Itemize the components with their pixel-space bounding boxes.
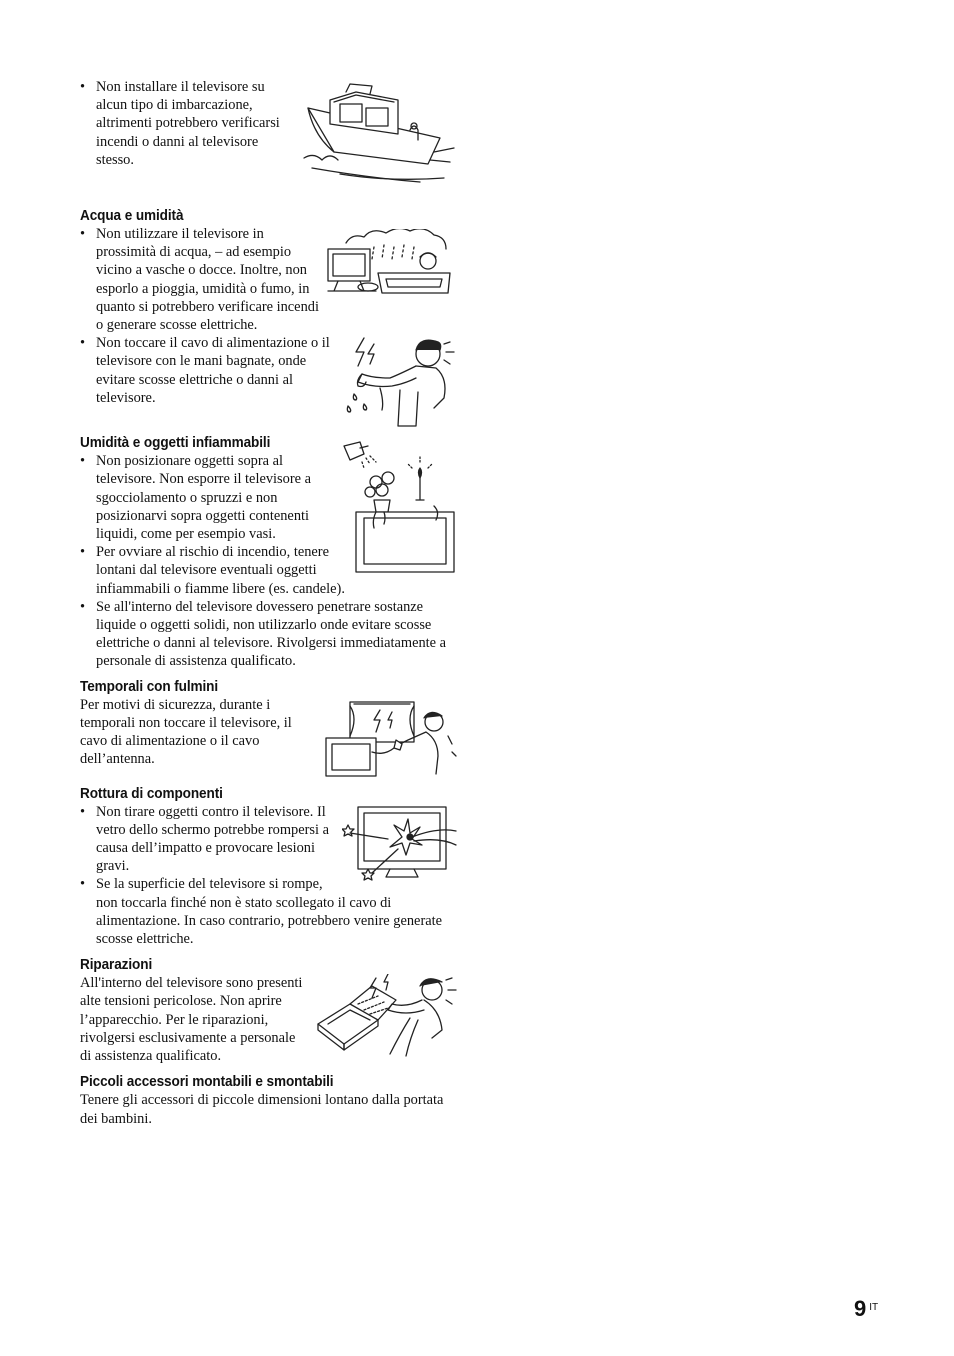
section-water (80, 207, 452, 430)
bullet-item: • Non toccare il cavo di alimentazione o il televisore con le mani bagnate, onde evitare scosse elettriche o danni al televisore. (80, 334, 452, 407)
section-heading: Acqua e umidità (80, 208, 184, 224)
section-heading: Umidità e oggetti infiammabili (80, 435, 271, 452)
section-heading: Temporali con fulmini (80, 678, 219, 695)
page-number (854, 1296, 878, 1322)
section-repairs (80, 956, 452, 1065)
page-content (80, 78, 452, 1128)
bullet-item: • Non utilizzare il televisore in prossimità di acqua, – ad esempio vicino a vasche o docce. Inoltre, non esporlo a pioggia, umidità o fumo, in quanto si potrebbero verificare incendi o generare scosse elettriche. (80, 225, 452, 334)
section-text: Per motivi di sicurezza, durante i temporali non toccare il televisore, il cavo di alimentazione o il cavo dell’antenna. (80, 696, 292, 768)
bullet-item: • Non tirare oggetti contro il televisore. Il vetro dello schermo potrebbe rompersi a causa dell’impatto e provocare lesioni gravi. (80, 803, 452, 876)
page-number-value: 9 (854, 1296, 867, 1321)
section-heading: Riparazioni (80, 957, 153, 974)
bullet-item: • Se la superficie del televisore si rompe, non toccarla finché non è stato scollegato il cavo di alimentazione. In caso contrario, potrebbero venire generate scosse elettriche. (80, 875, 452, 948)
section-boat (80, 78, 452, 188)
section-text: Tenere gli accessori di piccole dimensioni lontano dalla portata dei bambini. (80, 1092, 444, 1127)
bullet-item: • Non installare il televisore su alcun tipo di imbarcazione, altrimenti potrebbero verificarsi incendi o danni al televisore stesso. (80, 78, 452, 169)
section-breakage (80, 785, 452, 949)
section-heading: Piccoli accessori montabili e smontabili (80, 1074, 334, 1091)
bullet-item: • Per ovviare al rischio di incendio, tenere lontani dal televisore eventuali oggetti infiammabili o fiamme libere (es. candele). (80, 543, 452, 598)
repair-shock-illustration (314, 974, 460, 1058)
bullet-item: • Se all'interno del televisore dovessero penetrare sostanze liquide o oggetti solidi, non utilizzarlo onde evitare scosse elettriche o danni al televisore. Rivolgersi immediatamente a personale di assistenza qualificato. (80, 598, 452, 671)
section-heading: Rottura di componenti (80, 785, 223, 802)
section-text: All'interno del televisore sono presenti alte tensioni pericolose. Non aprire l’apparecchio. Per le riparazioni, rivolgersi esclusivamente a personale di assistenza qualificato. (80, 975, 303, 1065)
section-lightning (80, 678, 452, 778)
section-small-accessories (80, 1073, 452, 1127)
bullet-item: • Non posizionare oggetti sopra al televisore. Non esporre il televisore a sgocciolamento o spruzzi e non posizionarvi sopra oggetti contenenti liquidi, come per esempio vasi. (80, 452, 452, 543)
storm-tv-illustration (322, 700, 460, 778)
page-language-code: IT (869, 1302, 879, 1313)
section-flammable (80, 434, 452, 670)
